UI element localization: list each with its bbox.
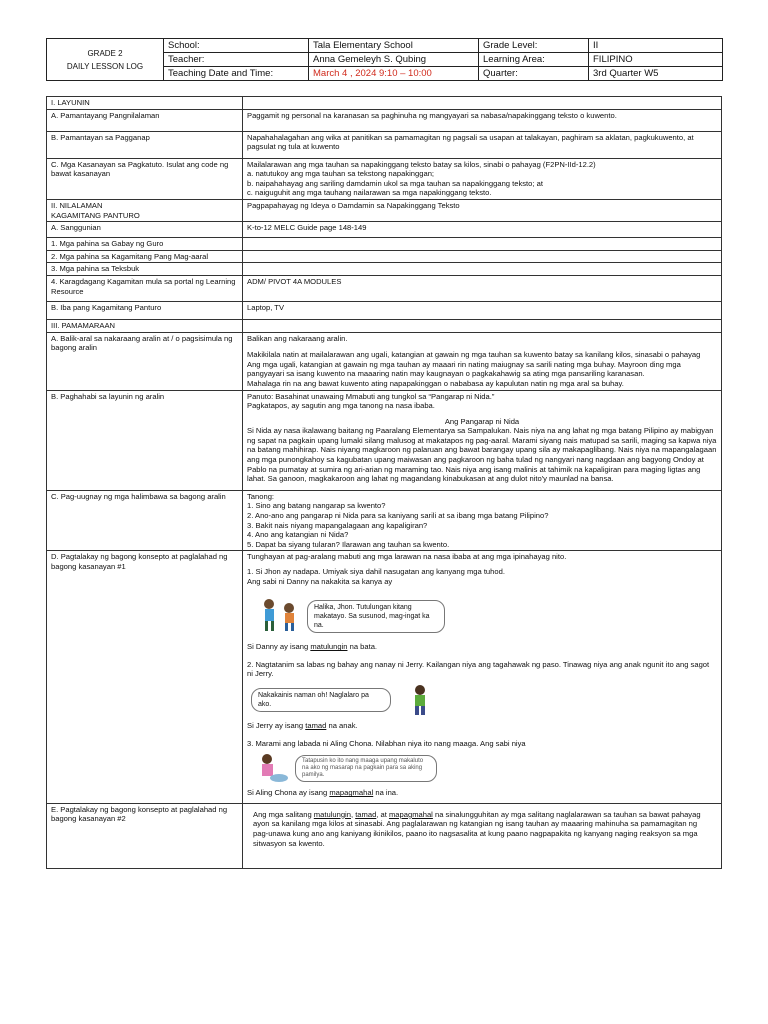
example-text: 2. Nagtatanim sa labas ng bahay ang nanay ni Jerry. Kailangan niya ang tagahawak ng paso. Tinawag niya ang anak ngunit ito ang sagot ni Jerry. [247,659,710,679]
table-row [47,301,722,319]
teaching-date-value: March 4 , 2024 9:10 – 10:00 [309,67,479,81]
row-value [243,490,722,551]
grade-level-label: Grade Level: [479,39,589,53]
row-value [243,332,722,390]
discussion-text: Ang mga salitang matulungin, tamad, at mapagmahal na sinalungguhitan ay mga salitang naglalarawan sa tauhan sa bawat pahayag ayon sa kanilang mga kilos at sinasabi. Ang paglalarawan ng katangian ng isang tauhan ay maaaring mahinuha sa pamamagitan ng pag-unawa kung ano ang kaniyang ikinikilos, paano ito nagsasalita at kung paano nagpapakita ng kanyang naging reaksyon sa mga sitwasyon sa kwento. [253,809,701,848]
table-row [47,222,722,238]
table-row [47,131,722,158]
learning-area-value: FILIPINO [589,53,723,67]
teacher-label: Teacher: [164,53,309,67]
table-row [47,199,722,221]
nilalaman-value: Pagpapahayag ng Ideya o Damdamin sa Napakinggang Teksto [243,199,722,221]
school-label: School: [164,39,309,53]
table-row [47,332,722,390]
balik-text: Makikilala natin at mailalarawan ang ugali, katangian at gawain ng mga tauhan sa kuwento batay sa kanilang kilos, sinasabi o pahayag [247,350,701,360]
row-value [243,158,722,199]
underlined-word: matulungin [310,642,348,652]
underlined-word: matulungin [313,809,351,819]
row-label: D. Pagtalakay ng bagong konsepto at paglalahad ng bagong kasanayan #1 [47,551,243,803]
row-value: Laptop, TV [243,301,722,319]
row-value: ADM/ PIVOT 4A MODULES [243,275,722,301]
children-figures-image [259,596,303,636]
row-label: 4. Karagdagang Kagamitan mula sa portal ng Learning Resource [47,275,243,301]
speech-bubble-danny: Halika, Jhon. Tutulungan kitang makatayo. Sa susunod, mag-ingat ka na. [307,600,445,633]
row-label: A. Balik-aral sa nakaraang aralin at / o pagsisimula ng bagong aralin [47,332,243,390]
grade-label: GRADE 2 [87,48,123,58]
description-chona: Si Aling Chona ay isang mapagmahal na ina. [247,788,399,798]
comic-aling-chona [255,752,717,784]
section-pamamaraan: III. PAMAMARAAN [47,319,243,332]
underlined-word: mapagmahal [329,788,374,798]
question-item: 1. Sino ang batang nangarap sa kwento? [247,501,386,511]
story-title: Ang Pangarap ni Nida [444,416,520,426]
header-table [46,38,723,81]
row-label: 1. Mga pahina sa Gabay ng Guro [47,238,243,251]
row-label: B. Iba pang Kagamitang Panturo [47,301,243,319]
lesson-table [46,96,722,869]
grade-level-value: II [589,39,723,53]
example-text: 3. Marami ang labada ni Aling Chona. Nilabhan niya ito nang maaga. Ang sabi niya [247,738,526,748]
row-label: 3. Mga pahina sa Teksbuk [47,263,243,276]
school-value: Tala Elementary School [309,39,479,53]
row-label: C. Mga Kasanayan sa Pagkatuto. Isulat ang code ng bawat kasanayan [47,158,243,199]
learning-area-label: Learning Area: [479,53,589,67]
teacher-value: Anna Gemeleyh S. Qubing [309,53,479,67]
story-body: Si Nida ay nasa ikalawang baitang ng Paaralang Elementarya sa Sampalukan. Nais niya na ang lahat ng mga batang Pilipino ay mabigyan ng sapat na pagkain upang lumaki silang malusog at makatapos ng pag-aaral. Marami siyang nais matupad sa sarili, maging sa kapwa niya na batang mahihirap. Nais niyang magkaroon ng palaruan ang bawat barangay upang sila ay makapaglibang. Nais niya na mapangalagaan ang mga punongkahoy sa kagubatan upang maiwasan ang pagkaroon ng baha tulad ng nangyari nang nagdaan ang bagyong Ondoy at Pablo na pumatay at sumira ng ari-arian ng maraming tao. Nais niya ang isang malinis at tahimik na kapaligiran para maging ligtas ang lahat. Sa ganoon, magkakaroon ang lahat ng magandang kinabukasan at ang dulot nito'y maunlad na bansa. [247,426,717,484]
row-value: K-to-12 MELC Guide page 148-149 [243,222,722,238]
table-row [47,238,722,251]
objective-c: c. naiguguhit ang mga tauhang nailarawan sa mga napakinggang teksto. [247,188,492,198]
quarter-value: 3rd Quarter W5 [589,67,723,81]
instruction-text: Tunghayan at pag-aralang mabuti ang mga larawan na nasa ibaba at ang mga ipinahayag nito. [247,552,567,562]
row-label: C. Pag-uugnay ng mga halimbawa sa bagong aralin [47,490,243,551]
row-label: A. Sanggunian [47,222,243,238]
tanong-label: Tanong: [247,491,275,501]
description-danny: Si Danny ay isang matulungin na bata. [247,642,378,652]
panuto-text: Pagkatapos, ay sagutin ang mga tanong na nasa ibaba. [247,401,435,411]
objective-b: b. naipahahayag ang sariling damdamin ukol sa mga tauhan sa napakinggang teksto; at [247,178,543,188]
row-value: Napahahalagahan ang wika at panitikan sa pamamagitan ng pagsali sa usapan at talakayan, paghiram sa aklatan, pagkukuwento, at pagsulat ng tula at kuwento [243,131,722,158]
question-item: 3. Bakit nais niyang mapangalagaan ang kapaligiran? [247,520,428,530]
row-label: 2. Mga pahina sa Kagamitang Pang Mag-aaral [47,250,243,263]
table-row [47,250,722,263]
balik-text: Mahalaga rin na ang bawat kuwento ating napapakinggan o nababasa ay kapulutan natin ng mga aral sa buhay. [247,378,624,388]
speech-bubble-chona: Tatapusin ko ito nang maaga upang makaluto na ako ng masarap na pagkain para sa aking pamilya. [295,755,437,782]
table-row [47,803,722,868]
description-jerry: Si Jerry ay isang tamad na anak. [247,720,358,730]
example-text: Ang sabi ni Danny na nakakita sa kanya ay [247,576,393,586]
table-row [47,97,722,110]
example-text: 1. Si Jhon ay nadapa. Umiyak siya dahil nasugatan ang kanyang mga tuhod. [247,567,505,576]
row-label: A. Pamantayang Pangnilalaman [47,109,243,131]
row-label: E. Pagtalakay ng bagong konsepto at paglalahad ng bagong kasanayan #2 [47,803,243,868]
row-label: B. Paghahabi sa layunin ng aralin [47,390,243,490]
table-row [47,109,722,131]
table-row [47,319,722,332]
underlined-word: tamad [355,809,377,819]
comic-jerry [251,683,717,717]
daily-lesson-log-title [47,39,164,81]
aling-chona-figure-image [255,752,289,784]
row-value [243,803,722,868]
section-nilalaman: II. NILALAMAN KAGAMITANG PANTURO [47,199,243,221]
table-row [47,551,722,803]
question-item: 4. Ano ang katangian ni Nida? [247,530,349,540]
competency-text: Mailalarawan ang mga tauhan sa napakinggang teksto batay sa kilos, sinabi o pahayag (F2PN-IId-12.2) [247,159,596,169]
dll-label: DAILY LESSON LOG [66,61,144,71]
row-value [243,551,722,803]
underlined-word: tamad [305,720,327,730]
table-row [47,390,722,490]
panuto-text: Panuto: Basahinat unawaing Mmabuti ang tungkol sa “Pangarap ni Nida.” [247,391,495,401]
question-item: 2. Ano-ano ang pangarap ni Nida para sa kaniyang sarili at sa ibang mga batang Pilipino? [247,511,549,521]
jerry-figure-image [405,683,435,717]
row-value: Paggamit ng personal na karanasan sa paghinuha ng mangyayari sa nabasa/napakinggang teksto o kuwento. [243,109,722,131]
teaching-date-label: Teaching Date and Time: [164,67,309,81]
question-item: 5. Dapat ba siyang tularan? Ilarawan ang tauhan sa kwento. [247,539,450,549]
underlined-word: mapagmahal [388,809,433,819]
balik-text: Balikan ang nakaraang aralin. [247,333,348,343]
comic-danny-jhon [259,596,717,636]
table-row [47,158,722,199]
table-row [47,490,722,551]
speech-bubble-jerry: Nakakainis naman oh! Naglalaro pa ako. [251,688,391,712]
table-row [47,263,722,276]
row-label: B. Pamantayan sa Pagganap [47,131,243,158]
objective-a: a. natutukoy ang mga tauhan sa tekstong napakinggan; [247,169,435,179]
kagamitang-panturo-label: KAGAMITANG PANTURO [51,210,140,220]
table-row [47,275,722,301]
quarter-label: Quarter: [479,67,589,81]
balik-text: Ang mga ugali, katangian at gawain ng mga tauhan ay maaari rin nating maiugnay sa sarili nating mga buhay. Mayroon ding mga pangyayari sa isang kuwento na maaaring natin may kaugnayan o pagkakahawig sa ating mga pansariling karanasan. [247,359,681,379]
row-value [243,390,722,490]
section-layunin: I. LAYUNIN [47,97,243,110]
